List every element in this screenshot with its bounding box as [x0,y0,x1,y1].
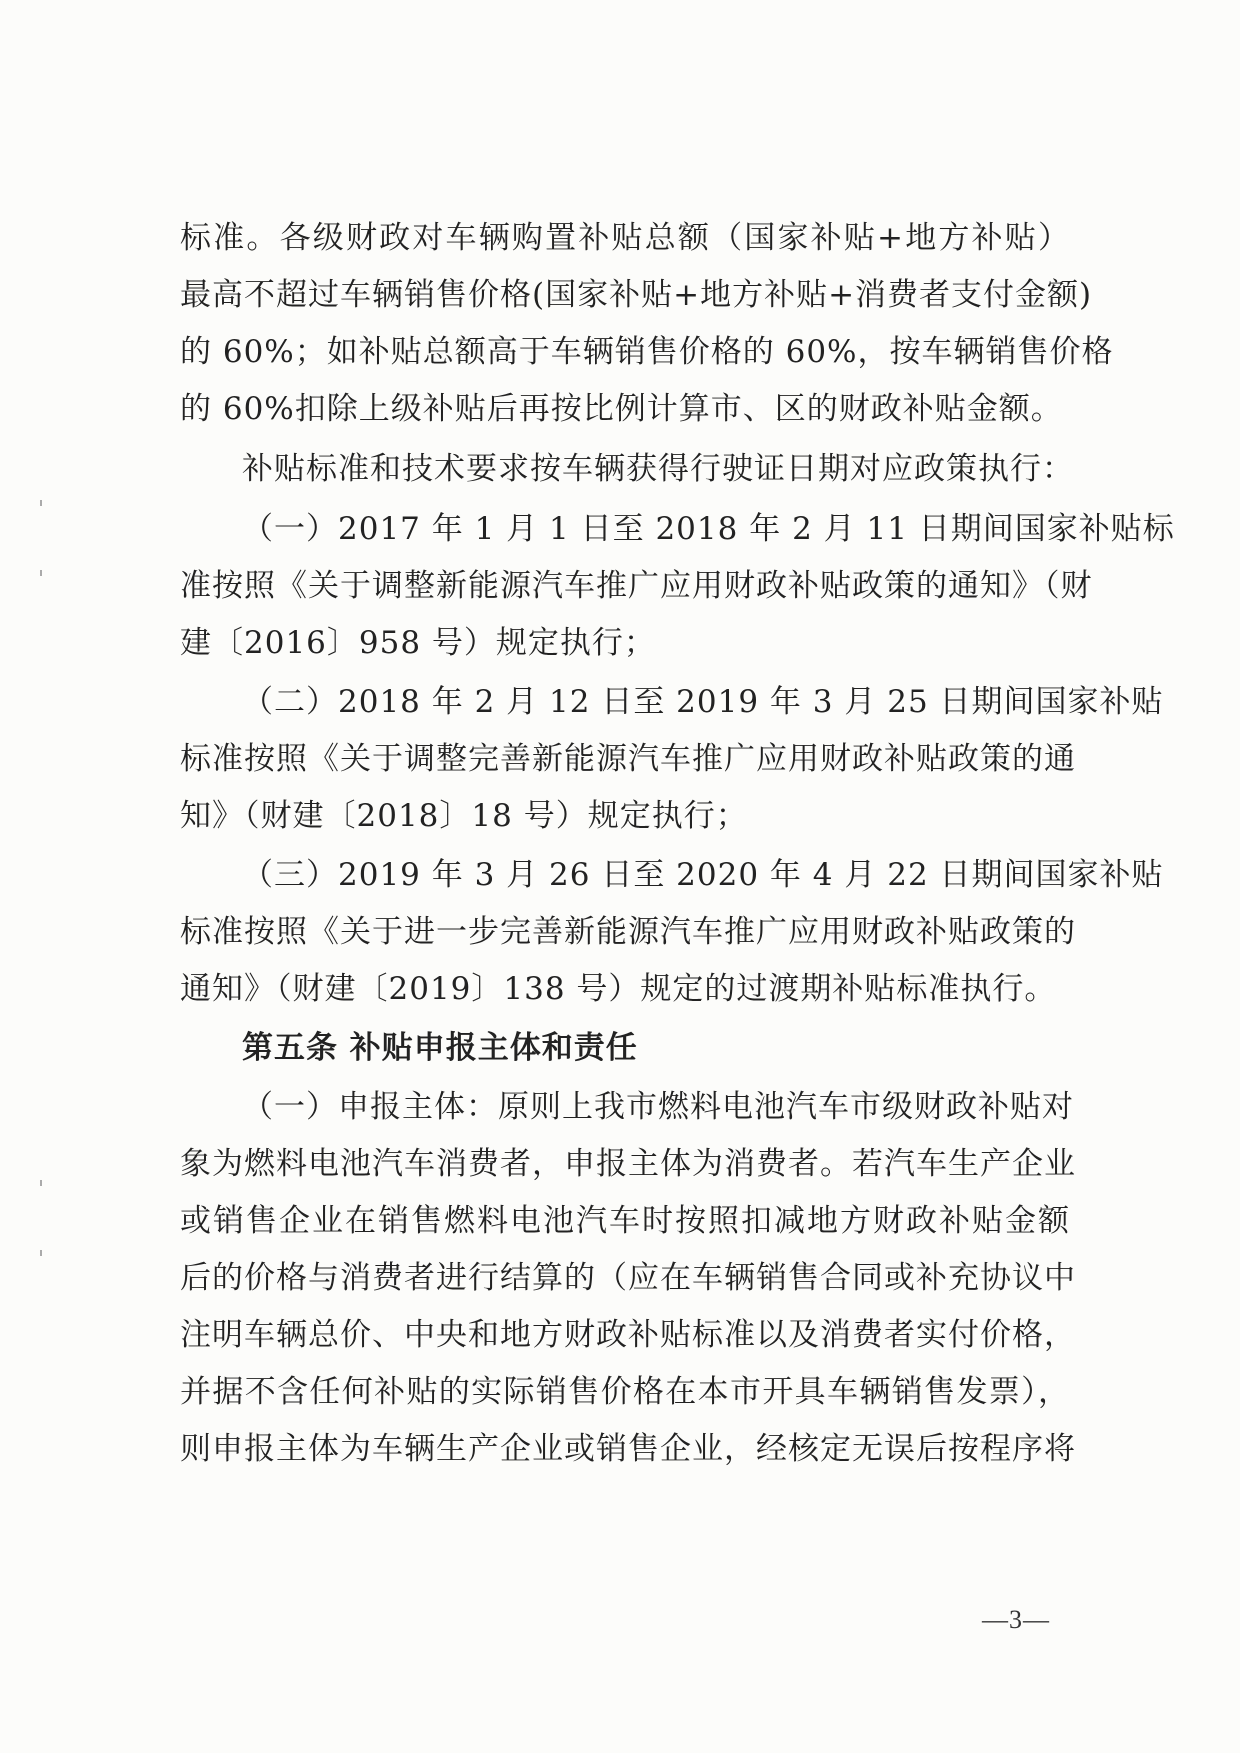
text-line: 最高不超过车辆销售价格(国家补贴+地方补贴+消费者支付金额) [180,277,1093,313]
text-line: 标准按照《关于进一步完善新能源汽车推广应用财政补贴政策的 [180,914,1076,950]
text-line: 注明车辆总价、中央和地方财政补贴标准以及消费者实付价格， [180,1317,1076,1353]
text-line: 象为燃料电池汽车消费者，申报主体为消费者。若汽车生产企业 [180,1146,1076,1182]
text-line: 后的价格与消费者进行结算的（应在车辆销售合同或补充协议中 [180,1260,1076,1296]
text-line: 则申报主体为车辆生产企业或销售企业，经核定无误后按程序将 [180,1431,1076,1467]
text-line: 的 60%扣除上级补贴后再按比例计算市、区的财政补贴金额。 [180,391,1063,427]
list-item-2: （二）2018 年 2 月 12 日至 2019 年 3 月 25 日期间国家补贴 [242,684,1164,720]
page-number: —3— [982,1605,1050,1634]
text-line: 准按照《关于调整新能源汽车推广应用财政补贴政策的通知》（财 [180,568,1093,604]
scan-speck [40,500,42,506]
text-line: 通知》（财建〔2019〕138 号）规定的过渡期补贴标准执行。 [180,971,1057,1007]
text-line: 知》（财建〔2018〕18 号）规定执行； [180,798,748,834]
list-item-1: （一）2017 年 1 月 1 日至 2018 年 2 月 11 日期间国家补贴标 [242,511,1175,547]
text-line: 的 60%；如补贴总额高于车辆销售价格的 60%，按车辆销售价格 [180,334,1114,370]
text-line: 标准按照《关于调整完善新能源汽车推广应用财政补贴政策的通 [180,741,1076,777]
list-item-3: （三）2019 年 3 月 26 日至 2020 年 4 月 22 日期间国家补贴 [242,857,1164,893]
text-line: 并据不含任何补贴的实际销售价格在本市开具车辆销售发票）， [180,1374,1070,1410]
text-line: 或销售企业在销售燃料电池汽车时按照扣减地方财政补贴金额 [180,1203,1070,1239]
text-line: 标准。各级财政对车辆购置补贴总额（国家补贴+地方补贴） [180,220,1070,256]
list-item-1: （一）申报主体：原则上我市燃料电池汽车市级财政补贴对 [242,1089,1074,1125]
text-line: 建〔2016〕958 号）规定执行； [180,625,656,661]
scan-speck [40,570,42,576]
scan-speck [40,1250,42,1256]
scan-speck [40,1180,42,1186]
article-heading: 第五条 补贴申报主体和责任 [242,1030,638,1066]
text-line: 补贴标准和技术要求按车辆获得行驶证日期对应政策执行： [242,451,1074,487]
